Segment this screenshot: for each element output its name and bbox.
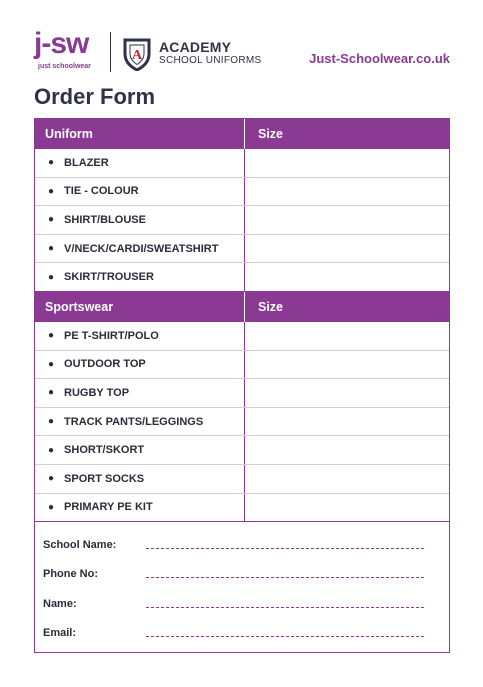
school-name-label: School Name: (43, 538, 117, 551)
bullet-icon: ● (48, 416, 55, 428)
bullet-icon: ● (48, 271, 55, 283)
sportswear-section-header (35, 292, 449, 322)
svg-text:A: A (131, 48, 143, 63)
name-field[interactable] (35, 589, 449, 619)
sportswear-row (35, 351, 449, 380)
sportswear-item (35, 465, 245, 493)
page-title: Order Form (34, 84, 156, 109)
header-divider (110, 32, 111, 72)
uniform-size-cell[interactable] (245, 178, 449, 206)
bullet-icon: ● (48, 243, 55, 255)
sportswear-size-cell[interactable] (245, 322, 449, 350)
order-form (34, 118, 450, 653)
sportswear-row (35, 322, 449, 351)
sportswear-item-label: RUGBY TOP (64, 386, 130, 399)
sportswear-size-cell[interactable] (245, 465, 449, 493)
bullet-icon: ● (48, 444, 55, 456)
sportswear-row (35, 408, 449, 437)
phone-input[interactable] (146, 577, 424, 578)
sportswear-size-cell[interactable] (245, 408, 449, 436)
uniform-section-header (35, 119, 449, 149)
uniform-item-label: BLAZER (64, 156, 109, 169)
uniform-size-cell[interactable] (245, 149, 449, 177)
uniform-item-label: V/NECK/CARDI/SWEATSHIRT (64, 242, 219, 255)
phone-label: Phone No: (43, 568, 98, 581)
bullet-icon: ● (48, 330, 55, 342)
school-name-field[interactable] (35, 530, 449, 560)
name-label: Name: (43, 597, 77, 610)
uniform-item-label: SKIRT/TROUSER (64, 271, 154, 284)
uniform-item (35, 149, 245, 177)
uniform-item (35, 206, 245, 234)
header (0, 0, 483, 80)
uniform-item (35, 178, 245, 206)
uniform-item-label: TIE - COLOUR (64, 185, 139, 198)
sportswear-size-cell[interactable] (245, 436, 449, 464)
email-input[interactable] (146, 636, 424, 637)
logo-subtext: just schoolwear (38, 63, 91, 70)
bullet-icon: ● (48, 501, 55, 513)
bullet-icon: ● (48, 214, 55, 226)
sportswear-row (35, 465, 449, 494)
uniform-size-heading: Size (258, 127, 284, 141)
uniform-row (35, 206, 449, 235)
sportswear-item-label: SHORT/SKORT (64, 444, 145, 457)
email-label: Email: (43, 627, 77, 640)
bullet-icon: ● (48, 387, 55, 399)
website-link[interactable]: Just-Schoolwear.co.uk (309, 51, 450, 66)
contact-fields (35, 522, 449, 648)
uniform-item (35, 263, 245, 291)
academy-title: ACADEMY (159, 39, 232, 55)
sportswear-size-cell[interactable] (245, 351, 449, 379)
bullet-icon: ● (48, 185, 55, 197)
academy-crest-icon (122, 37, 152, 71)
bullet-icon: ● (48, 473, 55, 485)
academy-subtitle: SCHOOL UNIFORMS (159, 55, 262, 66)
bullet-icon: ● (48, 157, 55, 169)
sportswear-size-cell[interactable] (245, 379, 449, 407)
uniform-row (35, 235, 449, 264)
uniform-row (35, 263, 449, 292)
logo-text: j-sw (34, 27, 89, 60)
sportswear-item (35, 351, 245, 379)
sportswear-size-cell[interactable] (245, 494, 449, 522)
name-input[interactable] (146, 607, 424, 608)
uniform-size-cell[interactable] (245, 235, 449, 263)
bullet-icon: ● (48, 358, 55, 370)
uniform-size-cell[interactable] (245, 263, 449, 291)
uniform-heading: Uniform (35, 119, 245, 149)
school-name-input[interactable] (146, 548, 424, 549)
uniform-item-label: SHIRT/BLOUSE (64, 213, 146, 226)
sportswear-item (35, 436, 245, 464)
uniform-item (35, 235, 245, 263)
uniform-row (35, 178, 449, 207)
sportswear-item (35, 408, 245, 436)
uniform-row (35, 149, 449, 178)
uniform-size-cell[interactable] (245, 206, 449, 234)
sportswear-item-label: PRIMARY PE KIT (64, 501, 153, 514)
jsw-logo (34, 27, 100, 75)
sportswear-item-label: SPORT SOCKS (64, 472, 145, 485)
sportswear-row (35, 379, 449, 408)
sportswear-item (35, 379, 245, 407)
sportswear-size-heading: Size (258, 299, 284, 314)
sportswear-heading: Sportswear (35, 292, 245, 322)
sportswear-item (35, 494, 245, 522)
sportswear-item-label: OUTDOOR TOP (64, 358, 146, 371)
sportswear-item-label: TRACK PANTS/LEGGINGS (64, 415, 204, 428)
phone-field[interactable] (35, 560, 449, 590)
sportswear-item (35, 322, 245, 350)
sportswear-item-label: PE T-SHIRT/POLO (64, 329, 159, 342)
sportswear-row (35, 494, 449, 523)
email-field[interactable] (35, 619, 449, 649)
sportswear-row (35, 436, 449, 465)
